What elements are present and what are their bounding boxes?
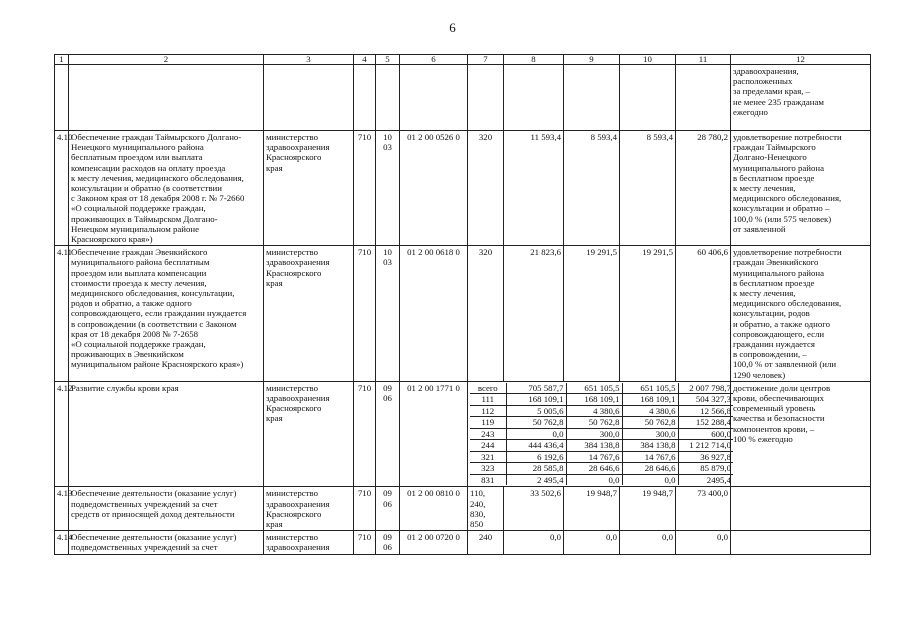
col-7: 320 xyxy=(468,246,504,382)
expense-subrow xyxy=(470,417,733,429)
measure-name: Обеспечение граждан Эвенкийского муниципального района бесплатным проездом или выплата компенсации стоимости проезда к месту лечения, медицинского обследования, консультации, родов и обратно, а также одного сопровождающего, если гражданин нуждается в сопровождении (в соответствии с Законом края от 18 декабря 2008 № 7-2658 «О социальной поддержке граждан, проживающих в Эвенкийском муниципальном районе Красноярского края») xyxy=(69,246,264,382)
col-4: 710 xyxy=(354,531,376,554)
sub-col-9: 14 767,6 xyxy=(566,451,622,463)
expense-subrow xyxy=(470,405,733,417)
measure-name: Обеспечение деятельности (оказание услуг) подведомственных учреждений за счет средств от приносящей доход деятельности xyxy=(69,487,264,531)
table-row xyxy=(55,487,871,531)
col-5: 10 03 xyxy=(376,246,400,382)
sub-col-10: 0,0 xyxy=(622,474,678,485)
col-9: 8 593,4 xyxy=(564,131,620,246)
col-4: 710 xyxy=(354,131,376,246)
sub-col-8: 168 109,1 xyxy=(506,394,566,406)
sub-col-10: 28 646,6 xyxy=(622,463,678,475)
administrator: министерство здравоохранения Красноярского края xyxy=(264,487,354,531)
col-8: 0,0 xyxy=(504,531,564,554)
col-6: 01 2 00 0526 0 xyxy=(400,131,468,246)
col-10: 8 593,4 xyxy=(620,131,676,246)
sub-col-10: 14 767,6 xyxy=(622,451,678,463)
sub-col-10: 384 138,8 xyxy=(622,440,678,452)
header-cell: 5 xyxy=(376,55,400,65)
page-number: 6 xyxy=(449,20,456,35)
col-6: 01 2 00 0618 0 xyxy=(400,246,468,382)
sub-col-8: 0,0 xyxy=(506,428,566,440)
sub-col-9: 0,0 xyxy=(566,474,622,485)
row-number: 4.14 xyxy=(55,531,69,554)
header-cell: 3 xyxy=(264,55,354,65)
expected-result: удовлетворение потребности граждан Эвенкийского муниципального района в бесплатном проезде к месту лечения, медицинского обследования, консультации, родов и обратно, а также одного сопровождающего, если гражданин нуждается в сопровождении, – 100,0 % от заявленной (или 1290 человек) xyxy=(731,246,871,382)
col-4: 710 xyxy=(354,246,376,382)
expense-subrow xyxy=(470,474,733,485)
header-cell: 12 xyxy=(731,55,871,65)
expense-subrow xyxy=(470,394,733,406)
sub-col-11: 152 288,4 xyxy=(678,417,733,429)
row-number: 4.13 xyxy=(55,487,69,531)
sub-col-7: всего xyxy=(470,383,506,394)
sub-col-8: 50 762,8 xyxy=(506,417,566,429)
sub-col-9: 384 138,8 xyxy=(566,440,622,452)
sub-col-11: 85 879,0 xyxy=(678,463,733,475)
sub-col-9: 651 105,5 xyxy=(566,383,622,394)
col-9: 19 291,5 xyxy=(564,246,620,382)
sub-col-8: 28 585,8 xyxy=(506,463,566,475)
sub-col-10: 651 105,5 xyxy=(622,383,678,394)
col-5: 09 06 xyxy=(376,487,400,531)
expense-subtable xyxy=(470,383,733,486)
sub-col-11: 2 007 798,7 xyxy=(678,383,733,394)
header-row xyxy=(55,55,871,65)
col-5: 10 03 xyxy=(376,131,400,246)
expected-result xyxy=(731,487,871,531)
col-11: 73 400,0 xyxy=(676,487,731,531)
sub-col-8: 2 495,4 xyxy=(506,474,566,485)
table-row xyxy=(55,131,871,246)
header-cell: 8 xyxy=(504,55,564,65)
table-row xyxy=(55,246,871,382)
col-10: 19 291,5 xyxy=(620,246,676,382)
sub-col-7: 244 xyxy=(470,440,506,452)
sub-col-7: 323 xyxy=(470,463,506,475)
col-7: 320 xyxy=(468,131,504,246)
col-8: 11 593,4 xyxy=(504,131,564,246)
sub-col-7: 831 xyxy=(481,474,495,485)
administrator: министерство здравоохранения Красноярского края xyxy=(264,131,354,246)
measure-name: Обеспечение деятельности (оказание услуг) подведомственных учреждений за счет xyxy=(69,531,264,554)
administrator: министерство здравоохранения Красноярского края xyxy=(264,381,354,487)
header-cell: 2 xyxy=(69,55,264,65)
col-10: 19 948,7 xyxy=(620,487,676,531)
header-cell: 1 xyxy=(55,55,69,65)
header-cell: 7 xyxy=(468,55,504,65)
col-7: 110, 240, 830, 850 xyxy=(468,487,504,531)
col-10: 0,0 xyxy=(620,531,676,554)
sub-col-10: 4 380,6 xyxy=(622,405,678,417)
table-row xyxy=(55,531,871,554)
sub-col-8: 705 587,7 xyxy=(506,383,566,394)
header-cell: 10 xyxy=(620,55,676,65)
sub-col-7: 119 xyxy=(470,417,506,429)
sub-col-11: 36 927,8 xyxy=(678,451,733,463)
sub-col-11: 1 212 714,0 xyxy=(678,440,733,452)
sub-col-8: 6 192,6 xyxy=(506,451,566,463)
expense-subrow xyxy=(470,463,733,475)
col-11: 60 406,6 xyxy=(676,246,731,382)
header-cell: 6 xyxy=(400,55,468,65)
row-number: 4.12 xyxy=(55,381,69,487)
sub-col-9: 4 380,6 xyxy=(566,405,622,417)
continuation-result: здравоохранения, расположенных за пределами края, – не менее 235 гражданам ежегодно xyxy=(731,65,871,131)
col-5: 09 06 xyxy=(376,531,400,554)
sub-col-7: 112 xyxy=(470,405,506,417)
administrator: министерство здравоохранения Красноярского края xyxy=(264,246,354,382)
sub-col-10: 50 762,8 xyxy=(622,417,678,429)
sub-col-9: 28 646,6 xyxy=(566,463,622,475)
col-9: 19 948,7 xyxy=(564,487,620,531)
col-6: 01 2 00 1771 0 xyxy=(400,381,468,487)
col-9: 0,0 xyxy=(564,531,620,554)
col-11: 28 780,2 xyxy=(676,131,731,246)
col-8: 33 502,6 xyxy=(504,487,564,531)
row-number: 4.10 xyxy=(55,131,69,246)
row-number: 4.11 xyxy=(55,246,69,382)
sub-col-8: 444 436,4 xyxy=(506,440,566,452)
sub-col-11: 12 566,8 xyxy=(678,405,733,417)
sub-col-9: 300,0 xyxy=(566,428,622,440)
sub-col-7: 243 xyxy=(470,428,506,440)
col-8: 21 823,6 xyxy=(504,246,564,382)
expected-result xyxy=(731,531,871,554)
sub-col-9: 168 109,1 xyxy=(566,394,622,406)
col-11: 0,0 xyxy=(676,531,731,554)
measure-name: Обеспечение граждан Таймырского Долгано- Ненецкого муниципального района бесплатным проездом или выплата компенсации расходов на оплату проезда к месту лечения, медицинского обследования, консультации и обратно (в соответствии с Законом края от 18 декабря 2008 г. № 7-2660 «О социальной поддержке граждан, проживающих в Таймырском Долгано- Ненецком муниципальном районе Красноярского края») xyxy=(69,131,264,246)
expense-subrow xyxy=(470,383,733,394)
sub-col-11: 600,0 xyxy=(678,428,733,440)
sub-col-10: 168 109,1 xyxy=(622,394,678,406)
expense-subrow xyxy=(470,440,733,452)
col-6: 01 2 00 0720 0 xyxy=(400,531,468,554)
header-cell: 4 xyxy=(354,55,376,65)
administrator: министерство здравоохранения xyxy=(264,531,354,554)
sub-col-9: 50 762,8 xyxy=(566,417,622,429)
col-6: 01 2 00 0810 0 xyxy=(400,487,468,531)
sub-col-8: 5 005,6 xyxy=(506,405,566,417)
sub-col-7: 111 xyxy=(470,394,506,406)
measure-name: Развитие службы крови края xyxy=(69,381,264,487)
expense-subrow xyxy=(470,428,733,440)
expense-breakdown xyxy=(468,381,731,487)
continuation-row xyxy=(55,65,871,131)
header-cell: 11 xyxy=(676,55,731,65)
col-5: 09 06 xyxy=(376,381,400,487)
sub-col-11: 504 327,3 xyxy=(678,394,733,406)
program-measures-table xyxy=(54,54,871,555)
sub-col-10: 300,0 xyxy=(622,428,678,440)
sub-col-7: 321 xyxy=(470,451,506,463)
expected-result: удовлетворение потребности граждан Таймырского Долгано-Ненецкого муниципального района в бесплатном проезде к месту лечения, медицинского обследования, консультации и обратно – 100,0 % (или 575 человек) от заявленной xyxy=(731,131,871,246)
col-4: 710 xyxy=(354,381,376,487)
expense-subrow xyxy=(470,451,733,463)
header-cell: 9 xyxy=(564,55,620,65)
table-row xyxy=(55,381,871,487)
sub-col-11: 2495,4 xyxy=(678,474,733,485)
expected-result: достижение доли центров крови, обеспечивающих современный уровень качества и безопасности компонентов крови, – 100 % ежегодно xyxy=(731,381,871,487)
col-7: 240 xyxy=(468,531,504,554)
col-4: 710 xyxy=(354,487,376,531)
